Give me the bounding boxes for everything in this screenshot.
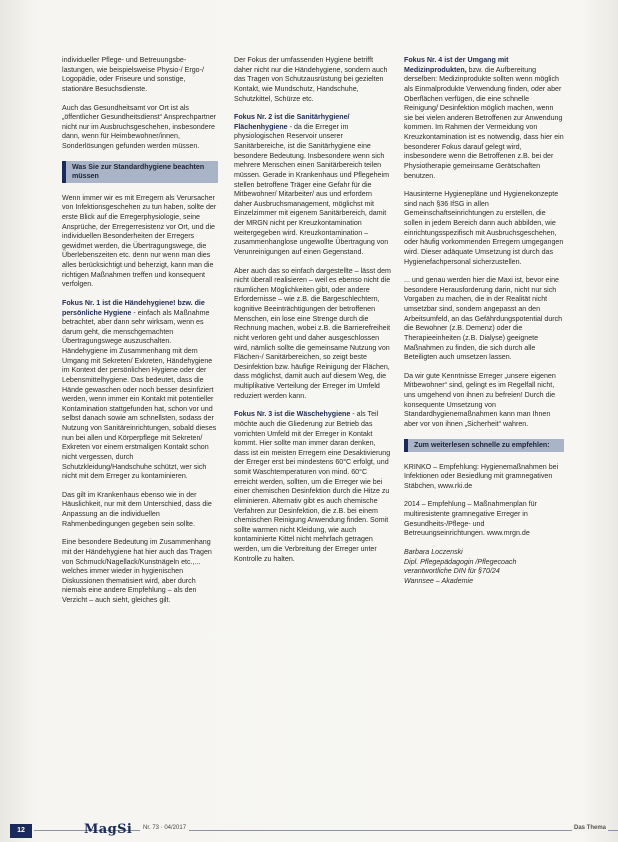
author-institution: Wannsee – Akademie [404,576,474,585]
focus-4-label: Fokus Nr. 4 ist der Umgang mit Medizinprodukten, [404,56,509,74]
reference-2014: 2014 – Empfehlung – Maßnahmenplan für multiresistente gramnegative Erreger in Gesundheits-/Pflege- und Betreuungseinrichtungen. www.mrgn.de [404,500,537,538]
surface-paragraph: Aber auch das so einfach dargestellte – lässt dem nicht überall realisieren – weil es ebenso nicht die räumlichen Möglichkeiten gibt, oder andere Erfordernisse – wie z.B. die Bargeschlechtern, kognitive Beeinträchtigungen der betroffenen Menschen, ein lose eine Strenge durch die Rechnung machen, wobei z.B. die Barrierefreiheit nicht verloren geht und daher ausgeschlossen wird, nämlich sollte die gemeinsame Nutzung von Flächen-/ Sanitärbereichen, so zeigt beste Desinfektion bzw. häufige Reinigung der Flächen, dass möglichst, damit auch auf diesem Weg, die multiplikative Verteilung der Erreger im Umfeld reduziert werden kann. [234,266,391,400]
author-block [404,548,564,587]
page-footer [0,816,618,842]
author-name: Barbara Loczenski [404,547,463,556]
page-number: 12 [10,824,32,838]
challenge-paragraph: ... und genau werden hier die Maxi ist, bevor eine besondere Herausforderung darin, nicht nur sich Vorgaben zu machen, die in der Realität nicht umsetzbar sind, sondern angepasst an den Arbeitsumfeld, an das Gefährdungspotential durch die Bewohner (z.B. Demenz) oder die Therapieeinheiten (z.B. Dialyse) geeignete Maßnahmen zu finden, die sich durch alle Beteiligten auch umsetzen lassen. [404,276,563,362]
further-reading-heading: Zum weiterlesen schnelle zu empfehlen: [404,439,564,452]
reference-krinko: KRINKO – Empfehlung: Hygienemaßnahmen bei Infektionen oder Besiedlung mit gramnegativen Stäbchen, www.rki.de [404,462,559,490]
focus-2-text: - da die Erreger im physiologischen Reservoir unserer Sanitärbereiche, ist die Sanitärhygiene eine besondere Bedeutung. Insbesondere wenn sich mehrere Menschen einen Sanitärbereich teilen müssen. Gerade in Krankenhaus und Pflegeheim stellen betroffene Träger eine Gefahr für die Mitbewohner/ Mitarbeiter/ aus und erfordern daher Ausbruchsmanagement, möglichst mit Einzelzimmer mit eigenem Sanitärbereich, damit der MRGN nicht per Kreuzkontamination weitergegeben wird. Kreuzkontamination – zusammenhanglose ungewollte Übertragung von Verunreinigungen auf einen Gegenstand. [234,122,389,256]
section-rubric: Das Thema [573,825,606,831]
focus-2-label: Fokus Nr. 2 ist die Sanitärhygiene/ Flächenhygiene [234,113,350,131]
standard-hygiene-heading: Was Sie zur Standardhygiene beachten müssen [62,161,218,183]
hygiene-plans-paragraph: Hausinterne Hygienepläne und Hygienekonzepte sind nach §36 IfSG in allen Gemeinschaftseinrichtungen zu erstellen, die sollen in jedem Bereich dann auch abbilden, wie einrichtungsspezifisch mit Ausbruchsgeschehen, oder häufig vorkommenden Erregern umgegangen wird. Dieser adäquate Umsetzung ist durch das Hygienefachpersonal sicherzustellen. [404,190,564,266]
hospital-paragraph: Das gilt im Krankenhaus ebenso wie in der Häuslichkeit, nur mit dem Unterschied, dass die Anpassung an die individuellen Rahmenbedingungen gegeben sein sollte. [62,490,212,528]
focus-4-text: bzw. die Aufbereitung derselben: Medizinprodukte sollten wenn möglich als Einmalprodukte Verwendung finden, oder aber Oberflächen verfügen, die eine schnelle Reinigung/ Desinfektion möglich machen, wenn sie bei vielen anderen Betroffenen zur Anwendung kommen. Im Rahmen der Vermeidung von Kreuzkontamination ist es notwendig, dass hier ein besonderer Fokus darauf gelegt wird, insbesondere wenn die Betroffenen z.B. bei der Physiotherapie gemeinsame Gerätschaften benutzen. [404,65,564,180]
focus-3-label: Fokus Nr. 3 ist die Wäschehygiene [234,410,351,419]
focus-3-text: - als Teil möchte auch die Gliederung zur Betrieb das vorrichten Umfeld mit der Erreger in Kontakt kommt. Hier sollte man immer daran denken, dass ist ein meisten Erregern eine Desaktivierung der Erreger erst bei mindestens 60°C erfolgt, und somit Waschtemperaturen von mind. 60°C erreicht werden, sollten, um die Erreger wie bei einer chemischen Desinfektion durch die Hitze zu eliminieren. Alternativ gibt es auch chemische Verfahren zur Desinfektion, die z.B. bei einem chemischen Reinigung Anwendung finden. Somit sollte warmen nicht Kleidung, wie auch kontaminierte Kittel nicht mehrfach getragen werden, um die Verbreitung der Erreger unter Kontrolle zu halten. [234,410,391,563]
intro-paragraph: individueller Pflege- und Betreuungsbe-lastungen, wie beispielsweise Physio-/ Ergo-/ Logopädie, oder Friseure und sonstige, stationäre Besuchsdienste. [62,56,204,93]
author-role: verantwortliche DIN für §70/24 [404,567,500,576]
column-3 [404,56,564,586]
magazine-logo: MagSi [84,822,133,837]
protective-gear-paragraph: Der Fokus der umfassenden Hygiene betrifft daher nicht nur die Händehygiene, sondern auch das Tragen von Schutzausrüstung bei gezielten Kontakt, wie Mundschutz, Handschuhe, Schutzkittel, Schürze etc. [234,56,388,103]
focus-1-label: Fokus Nr. 1 ist die Händehygiene! bzw. die persönliche Hygiene [62,298,205,317]
focus-3-paragraph [234,410,392,564]
focus-1-text: - einfach als Maßnahme betrachtet, aber dann sehr wirksam, wenn es darum geht, die menschgemachten Übertragungswege auszuschalten. Händehygiene im Zusammenhang mit dem Umgang mit Sekreten/ Exkreten, Händehygiene im Kontext der persönlichen Hygiene oder der Lebensmittelhygiene. Das bedeutet, dass die Hände gewaschen oder noch besser desinfiziert werden, wenn immer ein Kontakt mit potentieller Kontamination stattgefunden hat, schon vor und selbst danach sowie am schnellsten, sodass der Nutzung von Sanitäreinrichtungen, sobald dieses nun bei allen und Körperpflege mit Sekreten/ Exkreten vor einem erstmaligen Kontakt schon nicht vergessen, durch Schutzkleidung/Handschuhe schützt, wer sich nicht mit dem Erreger zu kontaminieren. [62,308,217,481]
conclusion-paragraph: Da wir gute Kenntnisse Erreger „unsere eigenen Mitbewohner“ sind, gelingt es im Regelfall nicht, uns umgehend von ihnen zu befreien! Durch die konsequente Umsetzung von Standardhygienemaßnahmen kann man Ihnen aber vor von ihnen „Sicherheit“ wahren. [404,371,556,428]
issue-label: Nr. 73 · 04/2017 [140,825,189,831]
focus-4-paragraph [404,56,564,181]
health-office-paragraph: Auch das Gesundheitsamt vor Ort ist als „öffentlicher Gesundheitsdienst“ Ansprechpartner nicht nur im Ausbruchsgeschehen, insbesondere dann, wenn für Heimbewohner/innen, Sonderlösungen gefunden werden müssen. [62,103,217,150]
focus-2-paragraph [234,113,392,257]
pathogen-paragraph: Wenn immer wir es mit Erregern als Verursacher von Infektionsgeschehen zu tun haben, sollte der erste Blick auf die Erregerphysiologie, seine Ansprüche, der Erregerresistenz vor Ort, und die individuellen Besonderheiten der Erregers gewidmet werden, die Übertragungswege, die Überlebenszeiten etc. denn nur wenn man dies alles berücksichtigt und beherzigt, kann man die richtigen Maßnahmen treffen und konsequent verfolgen. [62,193,217,289]
jewelry-paragraph: Eine besondere Bedeutung im Zusammenhang mit der Händehygiene hat hier auch das Tragen von Schmuck/Nagellack/Kunstnägeln etc.,... welches immer wieder in hygienischen Diskussionen thematisiert wird, aber durch niemals eine andere Empfehlung – als den Verzicht – auch sieht, gleiches gilt. [62,538,212,604]
focus-1-paragraph [62,299,218,482]
author-title: Dipl. Pflegepädagogin /Pflegecoach [404,557,517,566]
column-2 [234,56,392,573]
column-1 [62,56,218,615]
